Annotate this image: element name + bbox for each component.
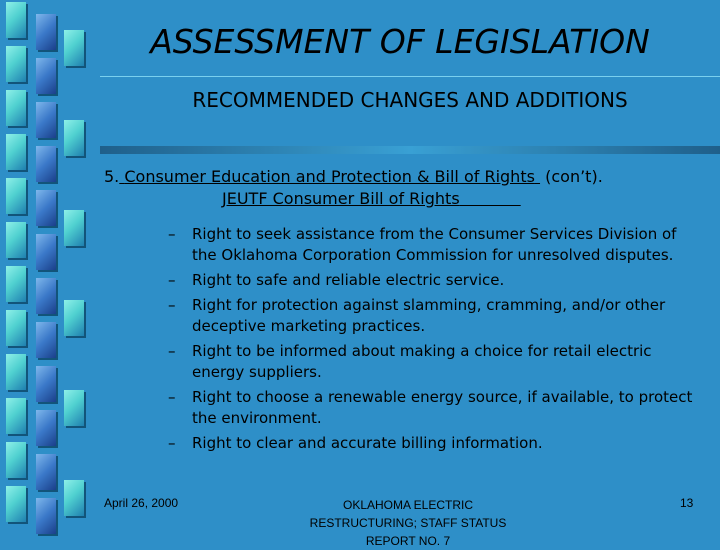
section-divider <box>100 146 720 154</box>
border-square <box>64 390 84 426</box>
border-square <box>6 90 26 126</box>
slide-subtitle: RECOMMENDED CHANGES AND ADDITIONS <box>192 88 628 112</box>
section-header <box>104 166 704 210</box>
list-item-text: Right to be informed about making a choice for retail electric energy suppliers. <box>192 342 652 381</box>
border-square <box>6 178 26 214</box>
list-item-text: Right to seek assistance from the Consumer Services Division of the Oklahoma Corporation Commission for unresolved disputes. <box>192 225 677 264</box>
dash-bullet: – <box>168 296 176 314</box>
border-square <box>36 102 56 138</box>
list-item <box>168 341 698 383</box>
border-square <box>36 278 56 314</box>
border-square <box>64 120 84 156</box>
slide-title: ASSESSMENT OF LEGISLATION <box>150 22 650 61</box>
border-square <box>36 366 56 402</box>
border-square <box>64 480 84 516</box>
footer-date: April 26, 2000 <box>104 496 179 510</box>
list-item-text: Right to clear and accurate billing information. <box>192 434 543 452</box>
dash-bullet: – <box>168 434 176 452</box>
border-square <box>6 2 26 38</box>
border-square <box>6 486 26 522</box>
dash-bullet: – <box>168 225 176 243</box>
section-heading-text: Consumer Education and Protection & Bill of Rights <box>124 167 535 186</box>
border-square <box>64 30 84 66</box>
subheading <box>222 189 521 208</box>
border-square <box>36 58 56 94</box>
subheading-line <box>104 188 704 210</box>
list-item <box>168 295 698 337</box>
subheading-text: JEUTF Consumer Bill of Rights <box>222 189 460 208</box>
title-rule <box>100 76 720 77</box>
list-item-text: Right to choose a renewable energy source, if available, to protect the environment. <box>192 388 693 427</box>
list-item <box>168 270 698 291</box>
dash-bullet: – <box>168 388 176 406</box>
border-square <box>6 266 26 302</box>
decorative-border <box>0 0 92 540</box>
border-square <box>36 322 56 358</box>
border-square <box>36 410 56 446</box>
border-square <box>6 354 26 390</box>
border-square <box>6 134 26 170</box>
border-square <box>64 300 84 336</box>
footer-title: OKLAHOMA ELECTRIC RESTRUCTURING; STAFF STATUS REPORT NO. 7 <box>309 498 507 548</box>
border-square <box>36 234 56 270</box>
border-square <box>36 14 56 50</box>
section-suffix: (con’t). <box>545 167 603 186</box>
list-item-text: Right for protection against slamming, cramming, and/or other deceptive marketing practices. <box>192 296 666 335</box>
dash-bullet: – <box>168 271 176 289</box>
dash-bullet: – <box>168 342 176 360</box>
section-heading-line <box>104 166 704 188</box>
section-number: 5. <box>104 167 120 186</box>
border-square <box>6 442 26 478</box>
section-heading <box>119 167 540 186</box>
border-square <box>6 222 26 258</box>
list-item-text: Right to safe and reliable electric service. <box>192 271 505 289</box>
rights-list <box>168 224 698 458</box>
border-square <box>6 310 26 346</box>
border-square <box>36 454 56 490</box>
border-square <box>36 498 56 534</box>
list-item <box>168 224 698 266</box>
border-square <box>64 210 84 246</box>
list-item <box>168 387 698 429</box>
list-item <box>168 433 698 454</box>
page-number: 13 <box>680 496 694 510</box>
border-square <box>6 398 26 434</box>
border-square <box>36 146 56 182</box>
border-square <box>36 190 56 226</box>
border-square <box>6 46 26 82</box>
